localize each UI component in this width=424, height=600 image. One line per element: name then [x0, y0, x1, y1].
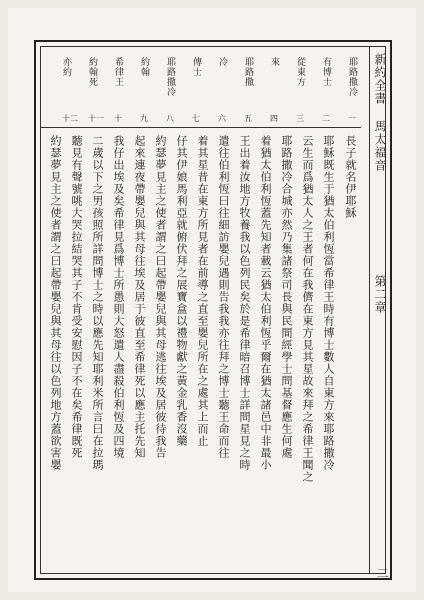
text-column: 耶路撒冷合城亦然乃集諸祭司長與民間經學士問基督應生何處 — [280, 135, 293, 459]
text-column: 約瑟夢見主之使者謂之曰起帶嬰兒與其母往以色列地方蓋欲害嬰 — [49, 135, 62, 471]
text-column: 着其星昔在東方所見者在前導之直至嬰兒所在之處其上而止 — [196, 135, 209, 447]
annotation-text: 有博士 — [321, 57, 331, 87]
annotation-number: 十二 — [62, 114, 78, 123]
text-column: 我仔出埃及矣希律見爲博士所愚則大怒遣人盡殺伯利恆及四境 — [112, 135, 125, 459]
annotation-text: 從東方 — [295, 57, 305, 87]
inner-frame — [40, 46, 389, 580]
annotation-text: 耶路撒冷 — [347, 57, 357, 97]
annotation-text: 約翰 — [139, 57, 149, 77]
annotation-text: 耶路撒 — [243, 57, 253, 87]
page-frame — [34, 40, 392, 580]
annotation-text: 冷 — [217, 57, 227, 67]
annotation-text: 傳士 — [191, 57, 201, 77]
text-column: 云生而爲猶太人之王者何在我儕在東方見其星故來拜之希律王聞之 — [301, 135, 314, 483]
text-column: 仔其伊娘馬利亞就俯伏拜之展寶盒以禮物獻之黃金乳香沒藥 — [175, 135, 188, 447]
text-column: 聽見有聲號咷大哭拉結哭其子不肯受安慰因子不在矣希律既死 — [70, 135, 83, 459]
text-column: 着猶太伯利恆蓋先知者載云猶太伯利恆乎爾在猶太諸邑中非最小 — [259, 135, 272, 471]
running-head: 新約全書 馬太福音 — [373, 53, 387, 172]
main-text-section — [41, 129, 369, 573]
annotation-text: 亦約 — [61, 57, 71, 77]
annotation-number: 五 — [244, 114, 252, 123]
page-number: 二 — [375, 567, 389, 580]
annotation-number: 四 — [270, 114, 278, 123]
annotation-number: 六 — [218, 114, 226, 123]
annotation-number: 九 — [140, 114, 148, 123]
verse-heading: 長子就名伊耶穌 — [344, 135, 357, 219]
text-column: 約瑟夢見主之使者謂之曰起帶嬰兒與其母逃往埃及居彼待我告 — [154, 135, 167, 459]
annotation-text: 希律王 — [113, 57, 123, 87]
annotation-number: 七 — [192, 114, 200, 123]
annotation-number: 十一 — [88, 114, 104, 123]
text-column: 耶穌既生于猶太伯利恆當希律王時有博士數人自東方來耶路撒冷 — [322, 135, 335, 471]
annotation-number: 八 — [166, 114, 174, 123]
annotation-text: 耶路撒冷 — [165, 57, 175, 97]
annotation-text: 來 — [269, 57, 279, 67]
annotation-text: 約翰死 — [87, 57, 97, 87]
annotation-number: 十 — [114, 114, 122, 123]
margin-column — [369, 47, 396, 580]
chapter-label: 第二章 — [373, 275, 387, 314]
annotation-number: 三 — [296, 114, 304, 123]
text-column: 起來連夜帶嬰兒與其母往埃及居于彼直至希律死以應主托先知 — [133, 135, 146, 459]
annotation-number: 二 — [322, 114, 330, 123]
text-column: 王出着汝地方牧養我以色列民矣於是希律暗召博士詳問星見之時 — [238, 135, 251, 471]
annotation-number: 一 — [348, 114, 356, 123]
annotation-section — [41, 47, 361, 128]
text-column: 二歲以下之男孩照所詳問博士之時以應先知耶利米所言曰在拉瑪 — [91, 135, 104, 471]
book-page — [8, 8, 416, 592]
text-column: 遣往伯利恆曰往細訪嬰兒遇則告我我亦往拜之博士聽王命而往 — [217, 135, 230, 459]
